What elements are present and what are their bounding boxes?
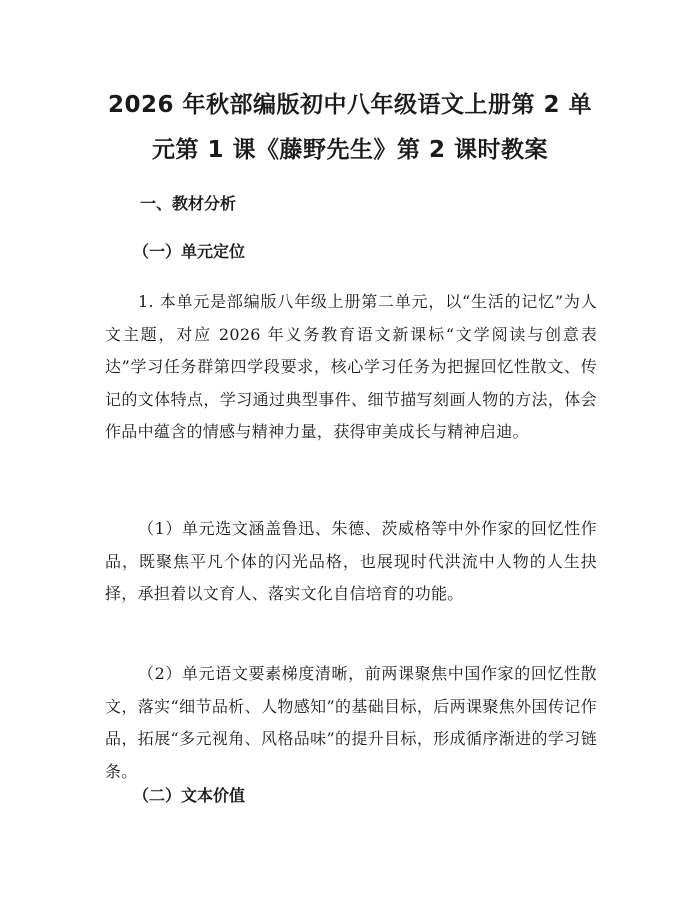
document-title-line-2: 元第 1 课《藤野先生》第 2 课时教案 — [151, 137, 549, 163]
paragraph-unit-elements: （2）单元语文要素梯度清晰，前两课聚焦中国作家的回忆性散文，落实“细节品析、人物感知”的基础目标，后两课聚焦外国传记作品，拓展“多元视角、风格品味”的提升目标，形成循序渐进的学习链条。 — [105, 664, 597, 781]
subsection-heading-text-value: （二）文本价值 — [133, 786, 246, 805]
document-title-line-1: 2026 年秋部编版初中八年级语文上册第 2 单 — [107, 92, 593, 118]
section-heading-textbook-analysis: 一、教材分析 — [140, 194, 237, 213]
paragraph-unit-selections: （1）单元选文涵盖鲁迅、朱德、茨威格等中外作家的回忆性作品，既聚焦平凡个体的闪光品格，也展现时代洪流中人物的人生抉择，承担着以文育人、落实文化自信培育的功能。 — [105, 519, 597, 603]
subsection-heading-unit-positioning: （一）单元定位 — [133, 242, 246, 261]
paragraph-unit-overview: 1. 本单元是部编版八年级上册第二单元，以“生活的记忆”为人文主题，对应 2026 年义务教育语文新课标“文学阅读与创意表达”学习任务群第四学段要求，核心学习任务为把握回忆性散文、传记的文体特点，学习通过典型事件、细节描写刻画人物的方法，体会作品中蕴含的情感与精神力量，获得审美成长与精神启迪。 — [105, 292, 597, 441]
